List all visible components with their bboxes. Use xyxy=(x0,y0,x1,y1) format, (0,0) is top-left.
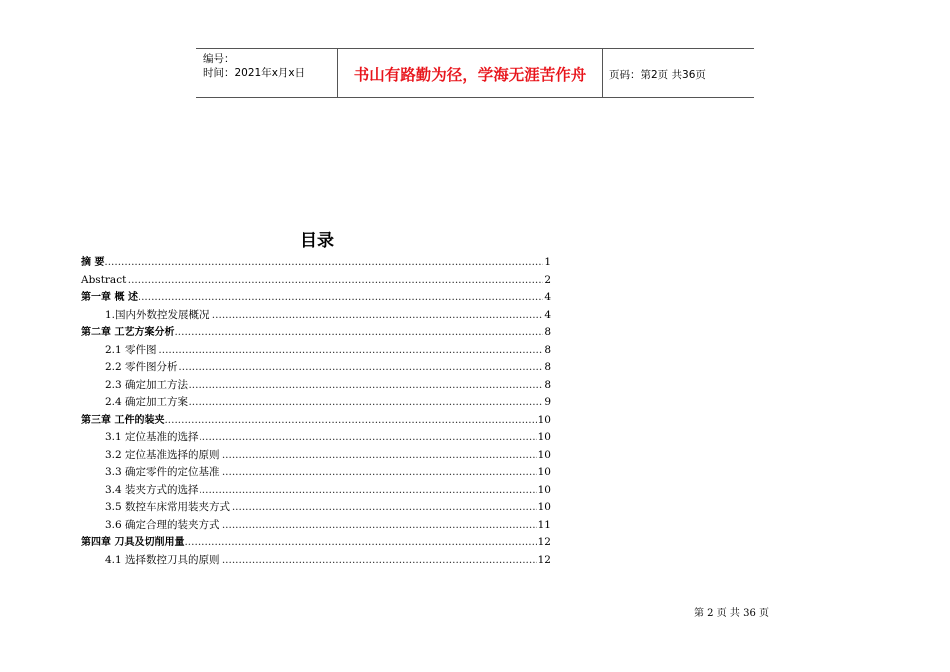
toc-entry-label: 2.3 确定加工方法 xyxy=(105,377,189,395)
page-footer: 第 2 页 共 36 页 xyxy=(694,608,769,619)
toc-entry-page: 11 xyxy=(537,517,551,535)
page-header xyxy=(196,48,754,98)
document-date-label: 时间：2021年x月x日 xyxy=(203,67,306,79)
header-info-cell xyxy=(196,49,338,97)
toc-entry-label: 3.4 装夹方式的选择 xyxy=(105,482,200,500)
toc-entry-page: 10 xyxy=(537,482,551,500)
toc-entry-label: 3.3 确定零件的定位基准 xyxy=(105,464,221,482)
header-page-cell xyxy=(603,49,754,97)
toc-entry-page: 4 xyxy=(543,289,551,307)
header-page-number: 页码：第2页 共36页 xyxy=(609,69,706,81)
toc-entry-page: 8 xyxy=(543,342,551,360)
toc-entry[interactable] xyxy=(81,272,551,290)
toc-leader-dots xyxy=(81,254,551,272)
toc-entry-label: 2.1 零件图 xyxy=(105,342,158,360)
toc-entry-page: 9 xyxy=(543,394,551,412)
toc-entry[interactable] xyxy=(81,412,551,430)
toc-entry-page: 8 xyxy=(543,324,551,342)
header-motto-cell xyxy=(338,49,603,97)
toc-entry[interactable] xyxy=(81,342,551,360)
toc-entry-page: 10 xyxy=(537,464,551,482)
toc-entry-page: 10 xyxy=(537,447,551,465)
toc-entry-page: 12 xyxy=(537,534,551,552)
toc-entry-label: 第四章 刀具及切削用量 xyxy=(81,534,185,552)
toc-entry[interactable] xyxy=(81,359,551,377)
table-of-contents xyxy=(81,254,551,569)
toc-entry-page: 2 xyxy=(543,272,551,290)
toc-entry[interactable] xyxy=(81,377,551,395)
toc-entry[interactable] xyxy=(81,499,551,517)
toc-entry-label: 3.6 确定合理的装夹方式 xyxy=(105,517,221,535)
header-motto: 书山有路勤为径，学海无涯苦作舟 xyxy=(353,66,587,84)
toc-entry-page: 1 xyxy=(543,254,551,272)
toc-entry-label: 1.国内外数控发展概况 xyxy=(105,307,211,325)
toc-entry-page: 8 xyxy=(543,359,551,377)
toc-entry-label: 第一章 概 述 xyxy=(81,289,139,307)
toc-entry[interactable] xyxy=(81,394,551,412)
toc-entry[interactable] xyxy=(81,429,551,447)
toc-entry[interactable] xyxy=(81,464,551,482)
toc-entry-page: 8 xyxy=(543,377,551,395)
toc-entry[interactable] xyxy=(81,289,551,307)
toc-leader-dots xyxy=(81,289,551,307)
toc-entry-page: 12 xyxy=(537,552,551,570)
toc-entry[interactable] xyxy=(81,324,551,342)
toc-entry-label: 4.1 选择数控刀具的原则 xyxy=(105,552,221,570)
toc-entry-label: Abstract xyxy=(81,272,127,290)
toc-entry[interactable] xyxy=(81,517,551,535)
toc-entry-label: 3.5 数控车床常用装夹方式 xyxy=(105,499,231,517)
toc-entry[interactable] xyxy=(81,254,551,272)
toc-entry[interactable] xyxy=(81,447,551,465)
toc-entry-label: 第二章 工艺方案分析 xyxy=(81,324,175,342)
toc-entry-label: 2.2 零件图分析 xyxy=(105,359,179,377)
toc-entry-label: 3.1 定位基准的选择 xyxy=(105,429,200,447)
toc-entry-page: 4 xyxy=(543,307,551,325)
toc-entry[interactable] xyxy=(81,552,551,570)
toc-entry-label: 第三章 工件的装夹 xyxy=(81,412,165,430)
toc-entry-label: 2.4 确定加工方案 xyxy=(105,394,189,412)
toc-leader-dots xyxy=(81,272,551,290)
toc-entry[interactable] xyxy=(81,534,551,552)
toc-title: 目录 xyxy=(300,231,334,251)
toc-entry-label: 摘 要 xyxy=(81,254,105,272)
toc-entry[interactable] xyxy=(81,307,551,325)
document-number-label: 编号： xyxy=(203,53,235,65)
toc-entry-label: 3.2 定位基准选择的原则 xyxy=(105,447,221,465)
toc-entry-page: 10 xyxy=(537,429,551,447)
toc-leader-dots xyxy=(105,342,551,360)
toc-entry[interactable] xyxy=(81,482,551,500)
toc-entry-page: 10 xyxy=(537,499,551,517)
toc-entry-page: 10 xyxy=(537,412,551,430)
